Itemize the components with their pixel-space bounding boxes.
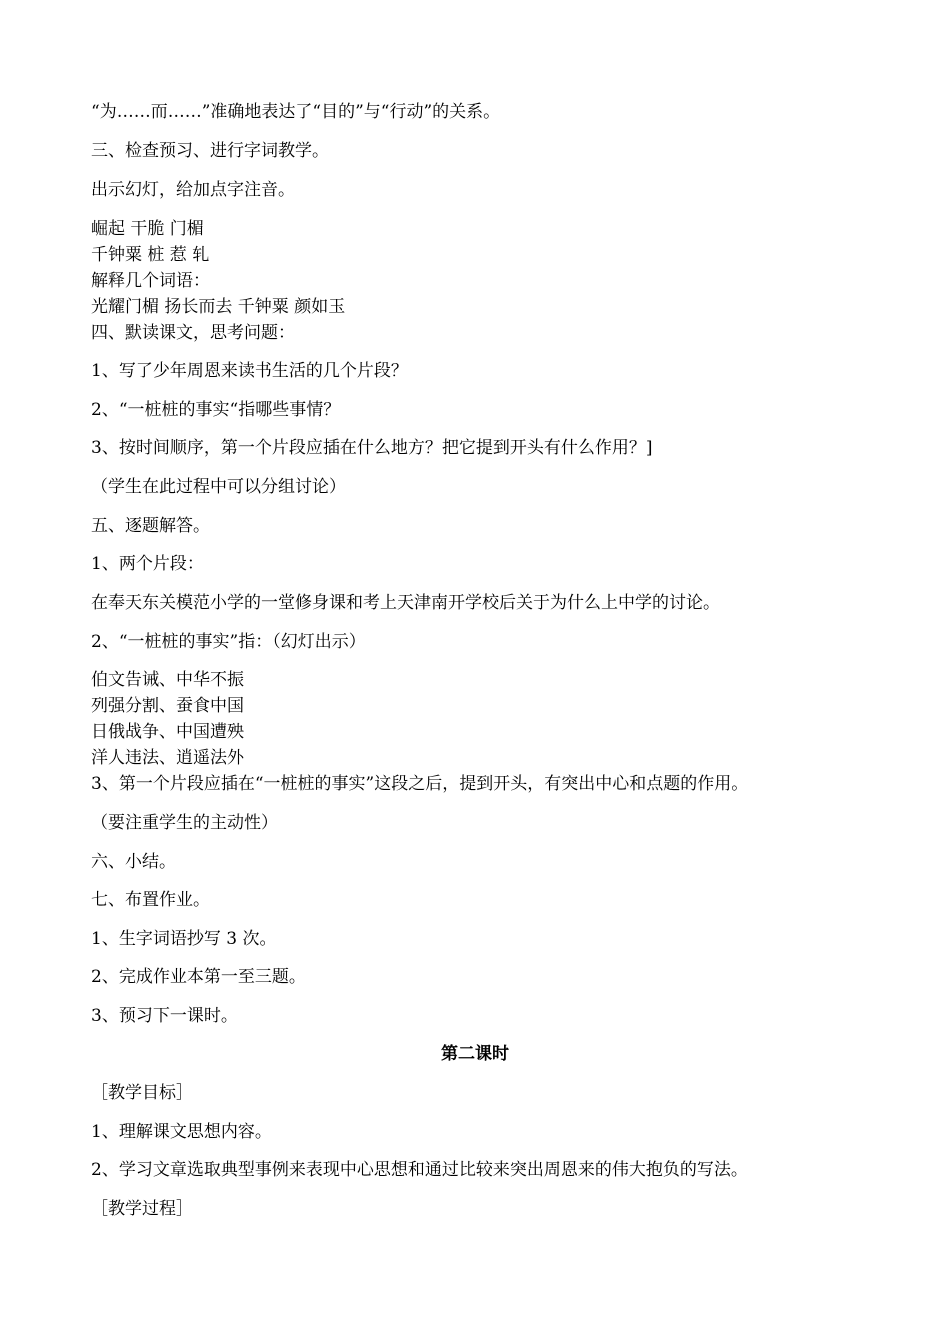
section-heading: 四、默读课文，思考问题： <box>91 323 295 343</box>
word-list-line: 崛起 干脆 门楣 <box>91 219 204 239</box>
note-line: （要注重学生的主动性） <box>91 813 278 833</box>
answer-item: 1、两个片段： <box>91 554 204 574</box>
homework-item: 3、预习下一课时。 <box>91 1006 238 1026</box>
section-heading: ［教学目标］ <box>91 1083 193 1103</box>
section-heading: 七、布置作业。 <box>91 890 210 910</box>
text-line: 解释几个词语： <box>91 271 210 291</box>
objective-item: 1、理解课文思想内容。 <box>91 1122 272 1142</box>
note-line: （学生在此过程中可以分组讨论） <box>91 477 346 497</box>
question-item: 1、写了少年周恩来读书生活的几个片段？ <box>91 361 408 381</box>
question-item: 2、“一桩桩的事实“指哪些事情？ <box>91 400 341 420</box>
question-item: 3、按时间顺序，第一个片段应插在什么地方？把它提到开头有什么作用？] <box>91 438 653 458</box>
list-line: 日俄战争、中国遭殃 <box>91 722 244 742</box>
section-heading: 六、小结。 <box>91 852 176 872</box>
word-list-line: 光耀门楣 扬长而去 千钟粟 颜如玉 <box>91 297 346 317</box>
homework-item: 2、完成作业本第一至三题。 <box>91 967 306 987</box>
section-heading: ［教学过程］ <box>91 1199 193 1219</box>
section-heading: 五、逐题解答。 <box>91 516 210 536</box>
text-line: 出示幻灯，给加点字注音。 <box>91 180 295 200</box>
homework-item: 1、生字词语抄写 3 次。 <box>91 929 277 949</box>
list-line: 列强分割、蚕食中国 <box>91 696 244 716</box>
list-line: 洋人违法、逍遥法外 <box>91 748 244 768</box>
text-line: “为……而……”准确地表达了“目的”与“行动”的关系。 <box>91 102 501 122</box>
section-heading: 三、检查预习、进行字词教学。 <box>91 141 329 161</box>
lesson-title: 第二课时 <box>441 1044 509 1064</box>
list-line: 伯文告诫、中华不振 <box>91 670 244 690</box>
answer-item: 3、第一个片段应插在“一桩桩的事实”这段之后，提到开头，有突出中心和点题的作用。 <box>91 774 749 794</box>
word-list-line: 千钟粟 桩 惹 轧 <box>91 245 210 265</box>
answer-item: 2、“一桩桩的事实”指：（幻灯出示） <box>91 632 366 652</box>
text-line: 在奉天东关模范小学的一堂修身课和考上天津南开学校后关于为什么上中学的讨论。 <box>91 593 720 613</box>
objective-item: 2、学习文章选取典型事例来表现中心思想和通过比较来突出周恩来的伟大抱负的写法。 <box>91 1160 748 1180</box>
